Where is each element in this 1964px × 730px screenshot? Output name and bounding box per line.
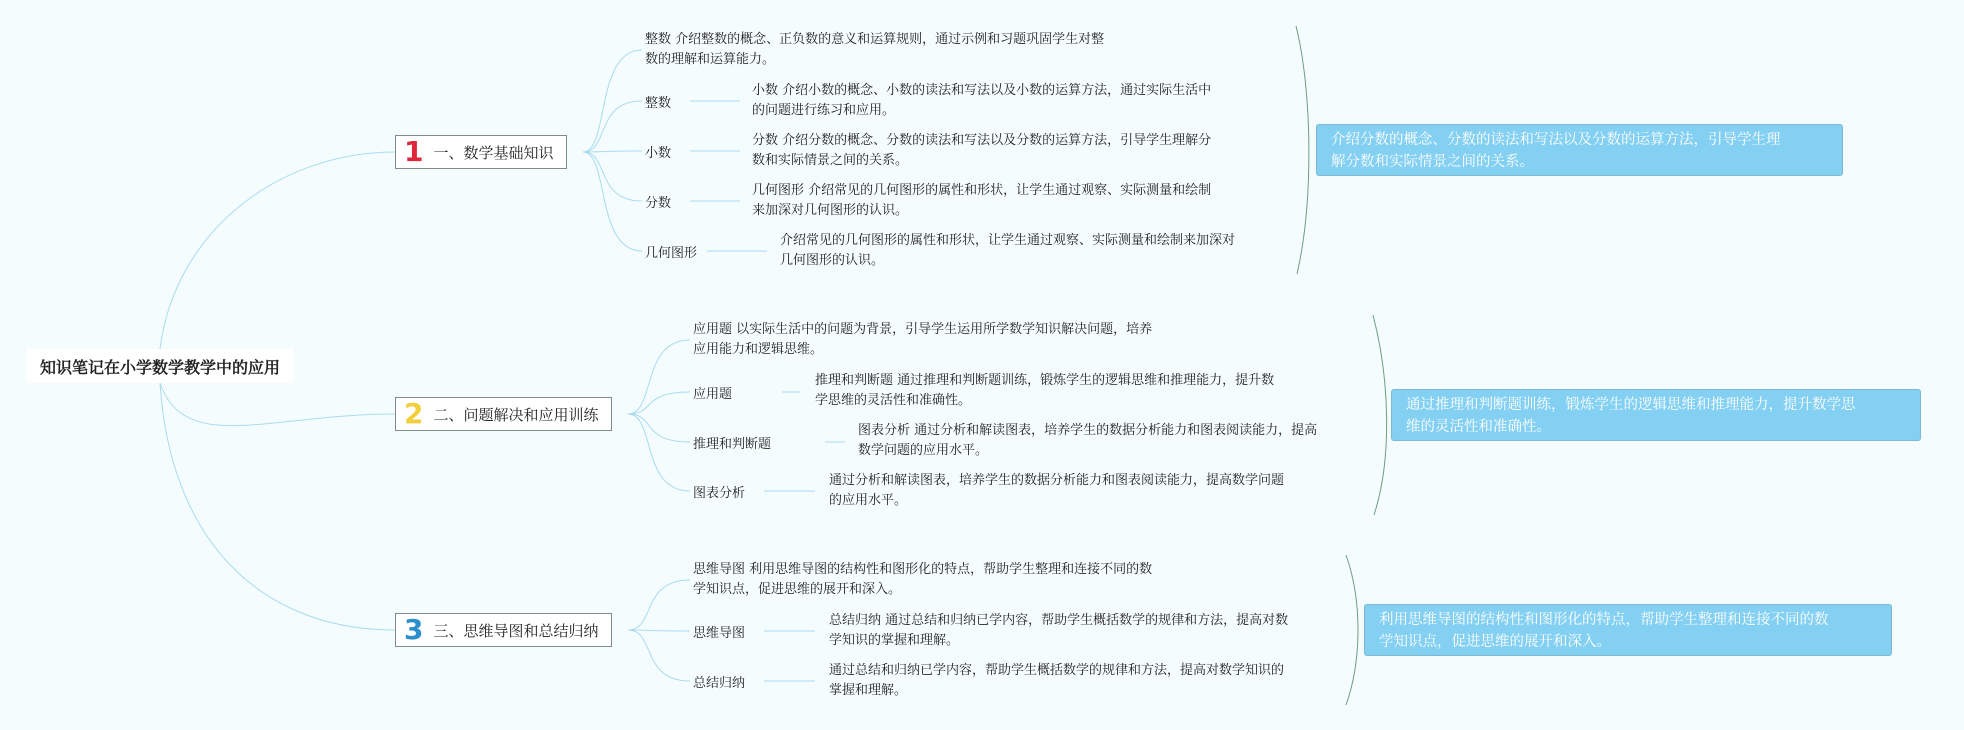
connector-s2-child [628,414,690,491]
section-3-intro [693,560,1152,600]
topic-label-zongjie[interactable]: 总结归纳 [693,676,746,691]
topic-label-tubiao[interactable]: 图表分析 [693,486,746,501]
connector-s1-child [583,50,642,152]
summary-line: 通过推理和判断题训练，锻炼学生的逻辑思维和推理能力，提升数学思 [1406,397,1856,413]
detail-line: 总结归纳 通过总结和归纳已学内容，帮助学生概括数学的规律和方法，提高对数 [829,613,1289,628]
connector-s1-child [583,152,642,251]
connector-s3-child [628,630,690,631]
detail-line: 推理和判断题 通过推理和判断题训练，锻炼学生的逻辑思维和推理能力，提升数 [815,373,1275,388]
root-topic[interactable] [26,349,294,383]
detail-text [829,661,1284,701]
detail-text [829,471,1284,511]
topic-label-zhengshu[interactable]: 整数 [645,96,672,111]
section-3-title: 三、思维导图和总结归纳 [433,621,599,640]
summary-box-2[interactable] [1391,389,1921,441]
detail-line: 的问题进行练习和应用。 [752,103,896,118]
topic-label-tuili[interactable]: 推理和判断题 [693,437,772,452]
connector-s3-child [628,630,690,681]
detail-text [858,421,1317,461]
bracket-section-1 [1296,26,1309,274]
connector-root-section-2 [160,383,395,426]
detail-line: 图表分析 通过分析和解读图表，培养学生的数据分析能力和图表阅读能力，提高 [858,423,1318,438]
number-badge-2: 2 [404,397,424,430]
detail-line: 几何图形 介绍常见的几何图形的属性和形状，让学生通过观察、实际测量和绘制 [752,183,1212,198]
detail-line: 几何图形的认识。 [780,253,885,268]
intro-line: 学知识点，促进思维的展开和深入。 [693,582,902,597]
section-2-intro [693,320,1152,360]
section-2-node[interactable] [395,397,612,431]
detail-line: 数和实际情景之间的关系。 [752,153,909,168]
detail-text [752,81,1211,121]
section-2-title: 二、问题解决和应用训练 [433,405,599,424]
topic-label-yingyongti[interactable]: 应用题 [693,387,733,402]
detail-line: 掌握和理解。 [829,683,908,698]
summary-line: 介绍分数的概念、分数的读法和写法以及分数的运算方法，引导学生理 [1331,132,1781,148]
section-1-title: 一、数学基础知识 [433,143,554,162]
summary-line: 维的灵活性和准确性。 [1406,419,1551,435]
detail-line: 通过分析和解读图表，培养学生的数据分析能力和图表阅读能力，提高数学问题 [829,473,1285,488]
detail-text [780,231,1235,271]
detail-line: 通过总结和归纳已学内容，帮助学生概括数学的规律和方法，提高对数学知识的 [829,663,1285,678]
connector-root-section-1 [160,152,395,349]
bracket-section-3 [1346,555,1358,705]
detail-text [752,181,1211,221]
summary-line: 利用思维导图的结构性和图形化的特点，帮助学生整理和连接不同的数 [1379,612,1829,628]
connector-group [160,26,1387,705]
detail-line: 来加深对几何图形的认识。 [752,203,909,218]
detail-text [752,131,1211,171]
detail-line: 学知识的掌握和理解。 [829,633,960,648]
intro-line: 应用能力和逻辑思维。 [693,342,824,357]
detail-line: 分数 介绍分数的概念、分数的读法和写法以及分数的运算方法，引导学生理解分 [752,133,1212,148]
bracket-section-2 [1373,315,1387,515]
section-1-node[interactable] [395,135,567,169]
connector-s1-child [583,152,642,201]
connector-s1-child [583,151,642,152]
summary-line: 学知识点，促进思维的展开和深入。 [1379,634,1611,650]
detail-line: 小数 介绍小数的概念、小数的读法和写法以及小数的运算方法，通过实际生活中 [752,83,1212,98]
section-1-intro [645,30,1104,70]
detail-text [829,611,1288,651]
summary-box-3[interactable] [1364,604,1892,656]
summary-line: 解分数和实际情景之间的关系。 [1331,154,1534,170]
topic-label-xiaoshu[interactable]: 小数 [645,146,672,161]
detail-line: 学思维的灵活性和准确性。 [815,393,972,408]
detail-line: 的应用水平。 [829,493,908,508]
detail-line: 介绍常见的几何图形的属性和形状，让学生通过观察、实际测量和绘制来加深对 [780,233,1236,248]
topic-label-jihetuxing[interactable]: 几何图形 [645,246,698,261]
topic-label-siwei[interactable]: 思维导图 [693,626,746,641]
connector-s1-child [583,101,642,152]
topic-label-fenshu[interactable]: 分数 [645,196,672,211]
intro-line: 思维导图 利用思维导图的结构性和图形化的特点，帮助学生整理和连接不同的数 [693,562,1153,577]
number-badge-3: 3 [404,613,424,646]
intro-line: 应用题 以实际生活中的问题为背景，引导学生运用所学数学知识解决问题，培养 [693,322,1153,337]
detail-text [815,371,1274,411]
summary-box-1[interactable] [1316,124,1843,176]
root-topic-label: 知识笔记在小学数学教学中的应用 [40,357,281,377]
detail-line: 数学问题的应用水平。 [858,443,989,458]
section-3-node[interactable] [395,613,612,647]
number-badge-1: 1 [404,135,424,168]
connector-s3-child [628,580,690,630]
intro-line: 整数 介绍整数的概念、正负数的意义和运算规则，通过示例和习题巩固学生对整 [645,32,1105,47]
intro-line: 数的理解和运算能力。 [645,52,776,67]
connector-s2-child [628,340,690,414]
